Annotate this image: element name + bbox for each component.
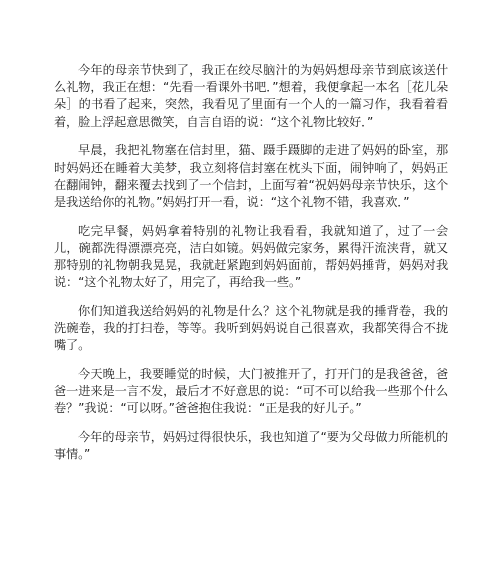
paragraph-5: 今天晚上，我要睡觉的时候，大门被推开了，打开门的是我爸爸，爸爸一进来是一言不发，最后才不好意思的说：“可不可以给我一些那个什么卷？”我说：“可以呀。”爸爸抱住我说：“正是我的好儿子。” <box>54 367 448 416</box>
paragraph-3: 吃完早餐，妈妈拿着特别的礼物让我看看，我就知道了，过了一会儿，碗都洗得漂漂亮亮，洁白如镜。妈妈做完家务，累得汗流浃背，就又那特别的礼物朝我晃晃，我就赶紧跑到妈妈面前，帮妈妈捶背，妈妈对我说：“这个礼物太好了，用完了，再给我一些。” <box>54 223 448 290</box>
paragraph-1: 今年的母亲节快到了，我正在绞尽脑汁的为妈妈想母亲节到底该送什么礼物，我正在想：“先看一看课外书吧．”想着，我便拿起一本名［花儿朵朵］的书看了起来，突然，我看见了里面有一个人的一篇习作，我看着看着，脸上浮起意思微笑，自言自语的说：“这个礼物比较好．” <box>54 63 448 129</box>
paragraph-4: 你们知道我送给妈妈的礼物是什么？这个礼物就是我的捶背卷，我的洗碗卷，我的打扫卷，等等。我听到妈妈说自己很喜欢，我都笑得合不拢嘴了。 <box>54 303 448 353</box>
paragraph-2: 早晨，我把礼物塞在信封里，猫、蹑手蹑脚的走进了妈妈的卧室，那时妈妈还在睡着大美梦，我立刻将信封塞在枕头下面，闹钟响了，妈妈正在翻闹钟，翻来覆去找到了一个信封，上面写着“祝妈妈母亲节快乐，这个是我送给你的礼物。”妈妈打开一看，说：“这个礼物不错，我喜欢．” <box>54 143 448 209</box>
paragraph-6: 今年的母亲节，妈妈过得很快乐，我也知道了“要为父母做力所能机的事情。” <box>54 430 448 462</box>
document-body <box>54 62 448 475</box>
